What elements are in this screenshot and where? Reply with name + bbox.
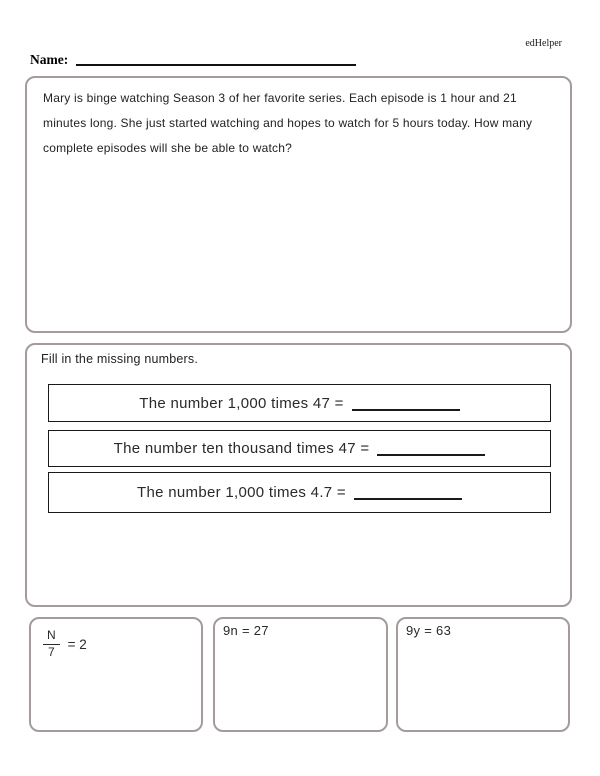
fill-in-box (25, 343, 572, 607)
answer-blank (354, 498, 462, 500)
answer-blank (352, 409, 460, 411)
fill-in-instruction: Fill in the missing numbers. (41, 352, 199, 366)
fraction (43, 629, 60, 660)
answer-blank (377, 454, 485, 456)
equation-box-9n (213, 617, 388, 732)
word-problem-box (25, 76, 572, 333)
problem-row (48, 384, 551, 422)
problem-text: The number 1,000 times 4.7 = (137, 484, 462, 501)
problem-row (48, 430, 551, 467)
fraction-numerator: N (43, 629, 60, 645)
equation-box-9y (396, 617, 570, 732)
problem-text: The number 1,000 times 47 = (139, 395, 459, 412)
equation-text: 9n = 27 (223, 623, 269, 638)
name-row (30, 52, 356, 68)
brand-text: edHelper (525, 38, 562, 49)
name-blank-line (76, 64, 356, 66)
word-problem-line: Mary is binge watching Season 3 of her favorite series. Each episode is 1 hour and 21 (43, 91, 517, 105)
name-label: Name: (30, 52, 69, 67)
fraction-equation (43, 629, 189, 660)
problem-text: The number ten thousand times 47 = (114, 440, 486, 457)
fraction-equals: = 2 (67, 636, 87, 652)
equation-box-fraction (29, 617, 203, 732)
problem-row (48, 472, 551, 513)
equation-text: 9y = 63 (406, 623, 452, 638)
word-problem-line: minutes long. She just started watching and hopes to watch for 5 hours today. How many (43, 116, 533, 130)
fraction-denominator: 7 (47, 644, 55, 659)
word-problem-line: complete episodes will she be able to watch? (43, 141, 292, 155)
